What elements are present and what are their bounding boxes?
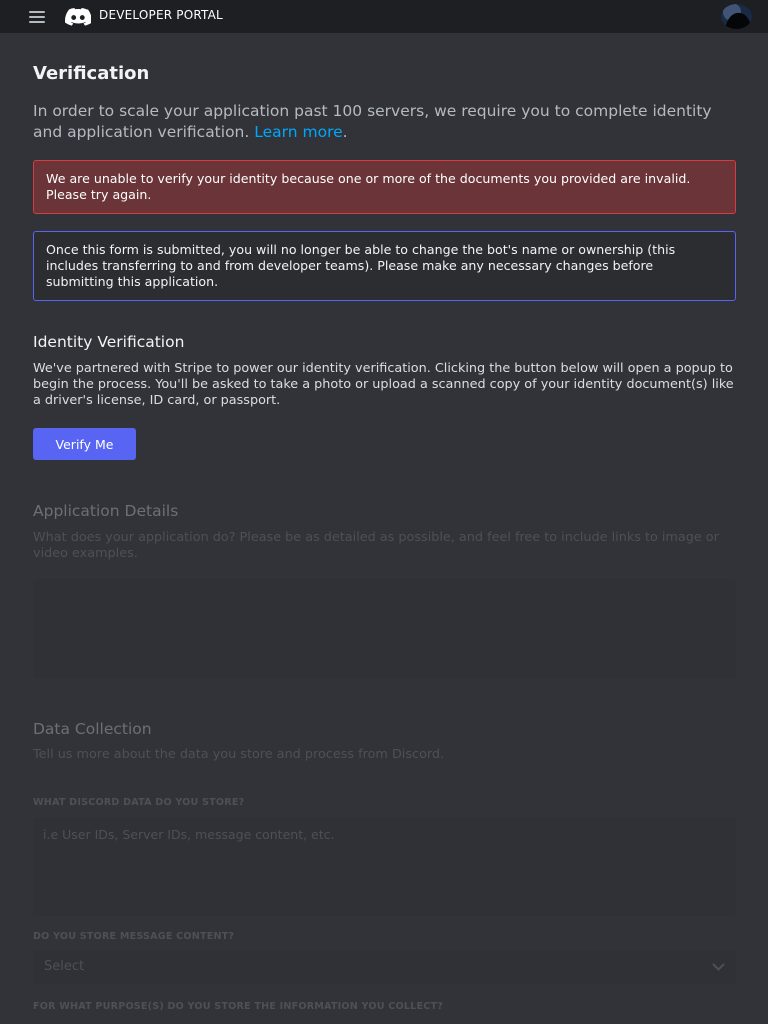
application-details-input[interactable] xyxy=(33,579,736,678)
hamburger-menu-icon[interactable] xyxy=(29,11,45,23)
info-alert xyxy=(33,231,736,301)
application-details-title: Application Details xyxy=(33,502,179,520)
identity-verification-description: We've partnered with Stripe to power our identity verification. Clicking the button below will open a popup to begin the process. You'll be asked to take a photo or upload a scanned copy of your identity document(s) like a driver's license, ID card, or passport. xyxy=(33,361,734,408)
intro-end: . xyxy=(342,123,348,141)
portal-title[interactable]: DEVELOPER PORTAL xyxy=(99,8,223,22)
user-avatar[interactable] xyxy=(721,4,752,29)
verify-me-button[interactable]: Verify Me xyxy=(33,428,136,460)
message-content-label: DO YOU STORE MESSAGE CONTENT? xyxy=(33,931,235,942)
identity-verification-title: Identity Verification xyxy=(33,333,185,351)
top-bar xyxy=(0,0,768,33)
page-title: Verification xyxy=(33,63,150,84)
application-details-description: What does your application do? Please be as detailed as possible, and feel free to include links to image or video examples. xyxy=(33,530,719,561)
verification-intro xyxy=(33,101,733,143)
stored-data-input[interactable] xyxy=(33,818,736,916)
avatar-image xyxy=(721,4,752,29)
learn-more-link[interactable]: Learn more xyxy=(254,123,343,141)
chevron-down-icon xyxy=(712,963,725,971)
discord-logo-icon[interactable] xyxy=(65,8,91,26)
purpose-label: FOR WHAT PURPOSE(S) DO YOU STORE THE INFORMATION YOU COLLECT? xyxy=(33,1001,443,1012)
message-content-select[interactable] xyxy=(33,950,736,984)
info-alert-text: Once this form is submitted, you will no longer be able to change the bot's name or ownership (this includes transferring to and from developer teams). Please make any necessary changes before submitting this application. xyxy=(46,242,676,289)
data-collection-description: Tell us more about the data you store and process from Discord. xyxy=(33,747,445,762)
intro-text: In order to scale your application past 100 servers, we require you to complete identity and application verification. xyxy=(33,102,712,141)
stored-data-label: WHAT DISCORD DATA DO YOU STORE? xyxy=(33,797,245,808)
error-alert xyxy=(33,160,736,214)
data-collection-title: Data Collection xyxy=(33,720,152,738)
error-alert-text: We are unable to verify your identity because one or more of the documents you provided are invalid. Please try again. xyxy=(46,171,691,202)
message-content-select-value: Select xyxy=(44,959,85,974)
